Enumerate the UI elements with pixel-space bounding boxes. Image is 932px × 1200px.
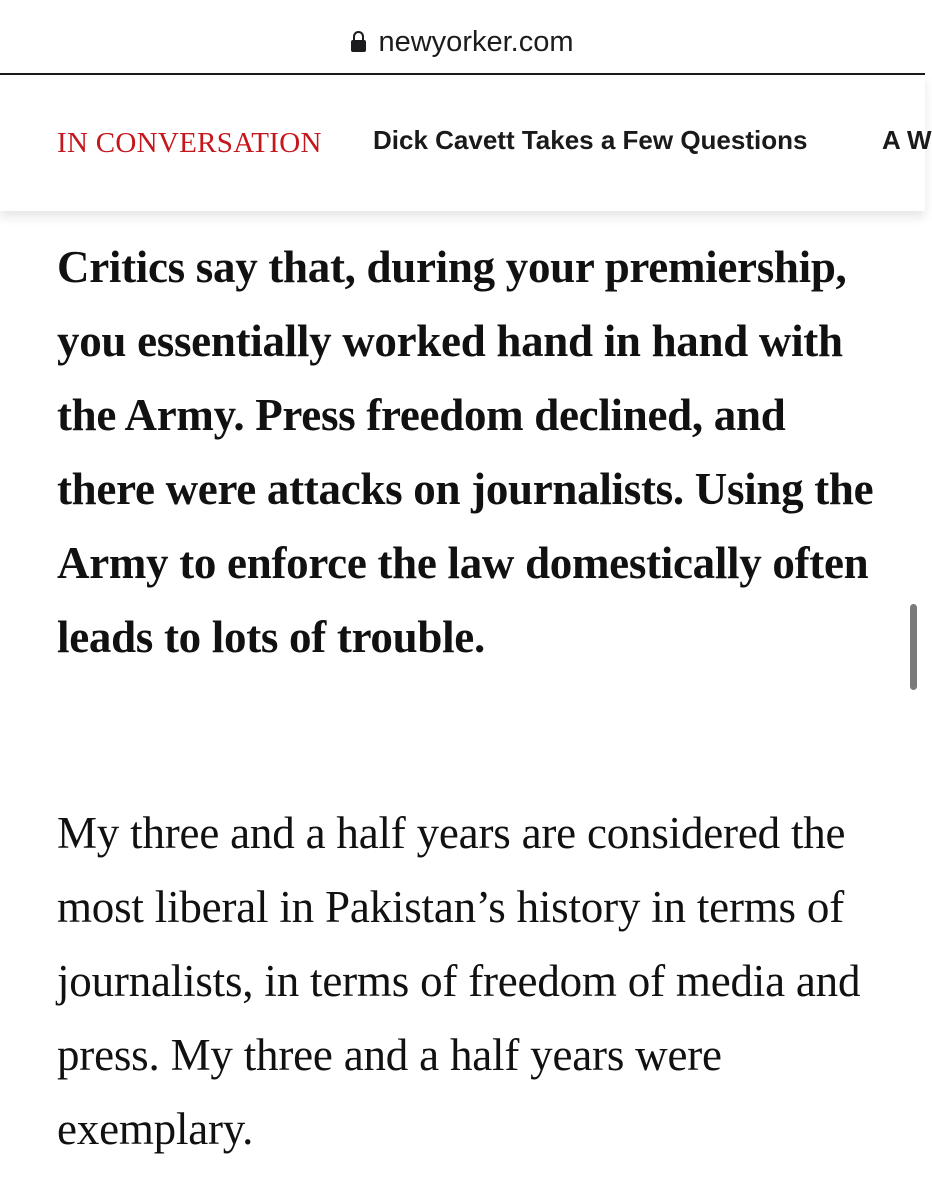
series-nav — [0, 75, 932, 211]
scrollbar-thumb[interactable] — [910, 604, 917, 690]
nav-link-next[interactable]: A W — [882, 125, 932, 155]
url-text: newyorker.com — [378, 26, 574, 58]
nav-link-dick-cavett[interactable]: Dick Cavett Takes a Few Questions — [373, 125, 808, 155]
lock-icon — [351, 31, 366, 53]
address-display[interactable] — [0, 22, 925, 62]
interview-answer: My three and a half years are considered the most liberal in Pakistan’s history in terms of journalists, in terms of freedom of media and press. My three and a half years were exemplary. — [57, 808, 861, 1154]
interview-question: Critics say that, during your premiership, you essentially worked hand in hand with the Army. Press freedom declined, and there were attacks on journalists. Using the Army to enforce the law domestically often leads to lots of trouble. — [57, 242, 874, 662]
series-label[interactable]: IN CONVERSATION — [57, 127, 322, 159]
address-bar[interactable] — [0, 0, 925, 74]
